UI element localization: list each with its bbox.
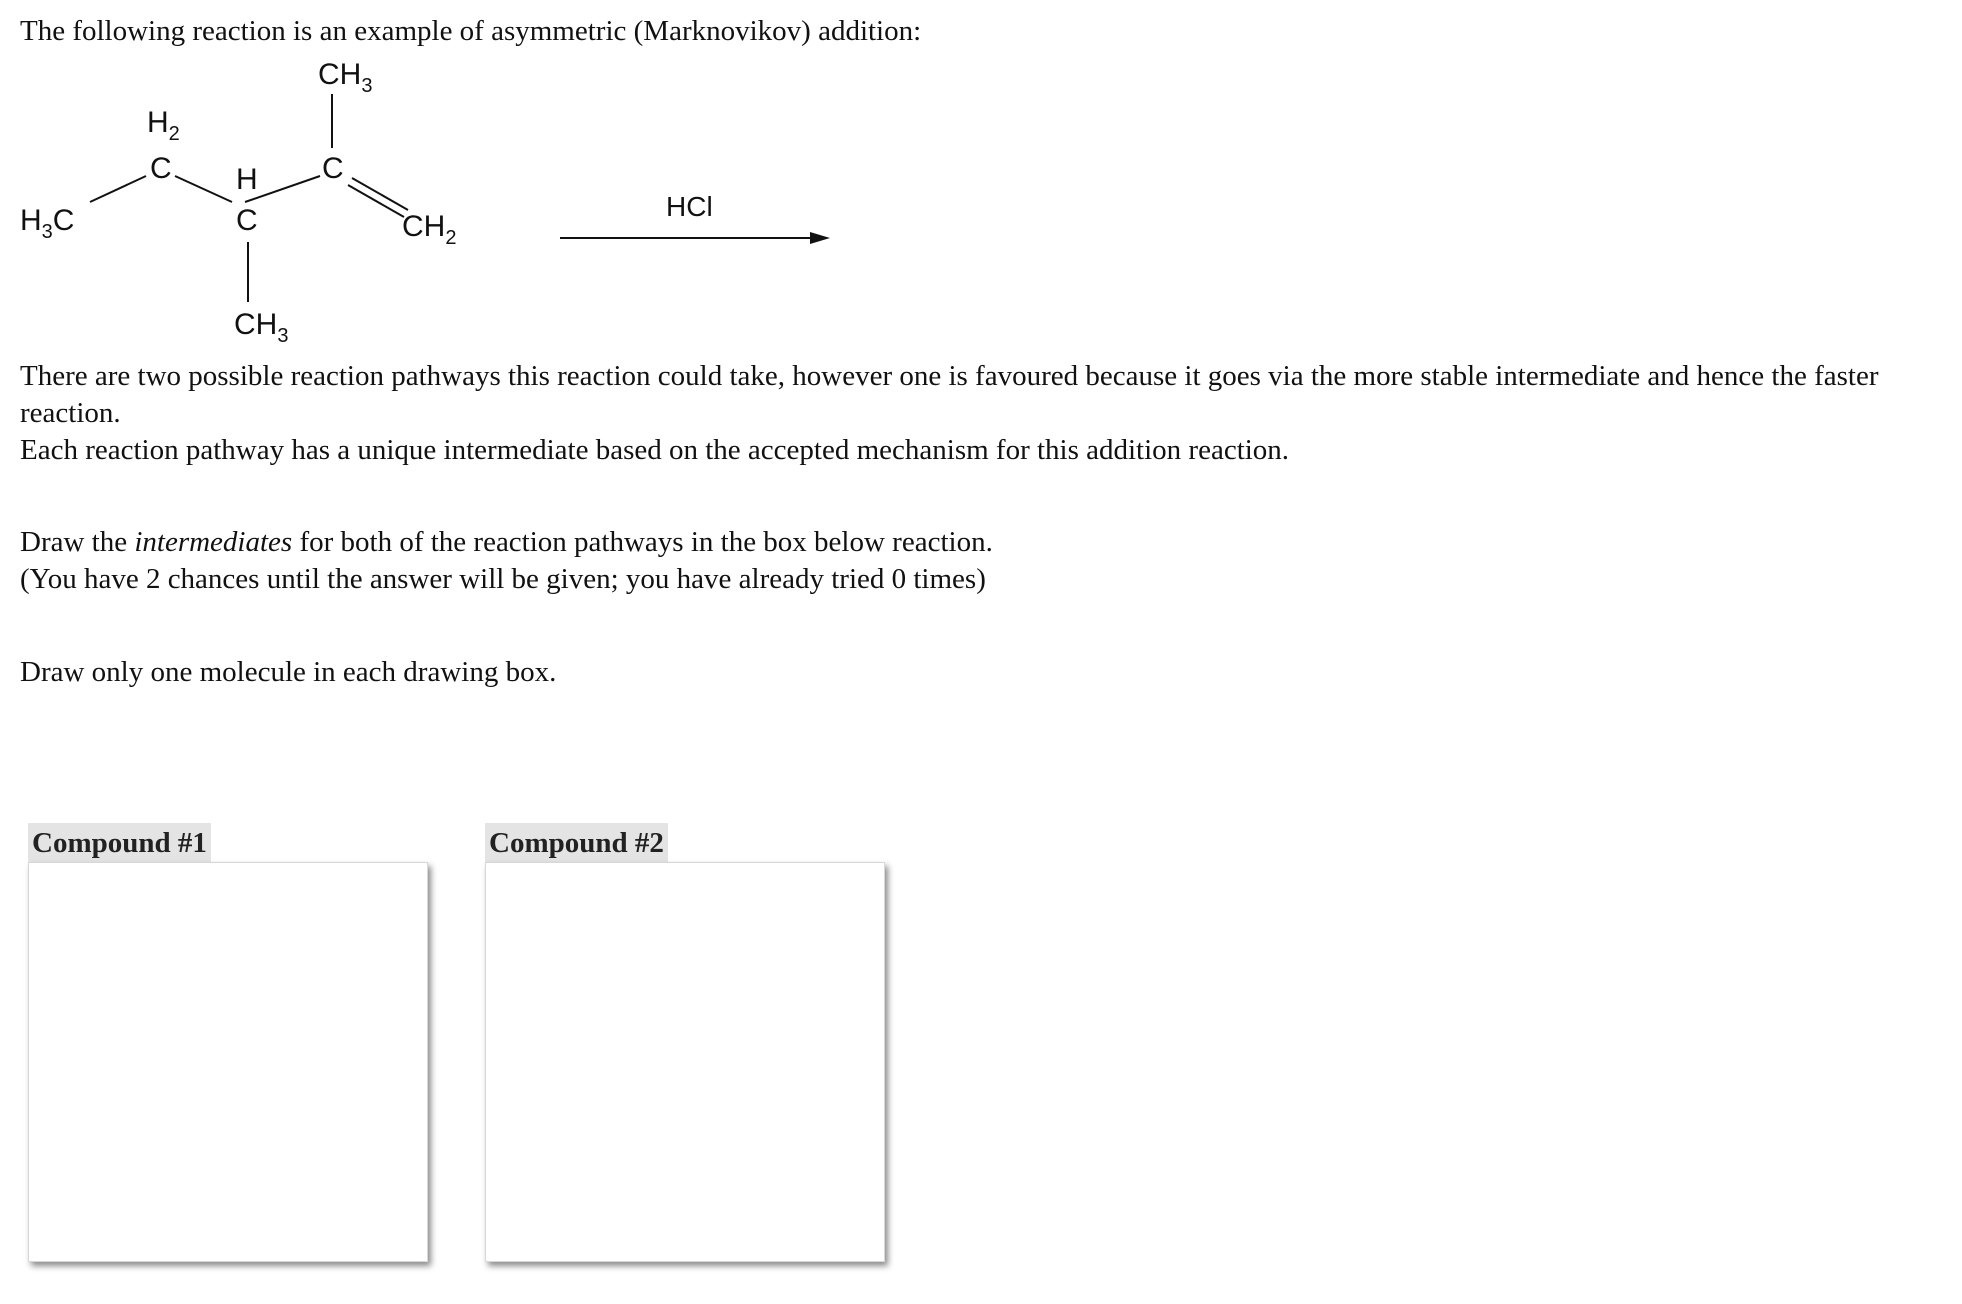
- only-one-text: Draw only one molecule in each drawing box.: [20, 656, 557, 688]
- label-ch2-c: C: [150, 152, 172, 185]
- draw-instruction: [20, 524, 993, 561]
- label-h2: $H_2$: [147, 106, 180, 145]
- arrow-head: [810, 232, 830, 244]
- pathways-text: There are two possible reaction pathways this reaction could take, however one is favoured because it goes via the more stable intermediate and hence the faster reaction.: [20, 360, 1879, 429]
- label-bottom-ch3: $CH_3$: [234, 308, 289, 347]
- compound-2-drawing-box[interactable]: [485, 862, 885, 1262]
- bond-double-1: [352, 178, 408, 210]
- bond-h3c-ch2: [90, 176, 146, 202]
- label-h3c: $H_3C$: [20, 204, 75, 243]
- draw-suffix: for both of the reaction pathways in the box below reaction.: [292, 526, 993, 558]
- compound-2-label: Compound #2: [485, 823, 668, 863]
- bond-double-2: [348, 185, 404, 217]
- compound-1-drawing-box[interactable]: [28, 862, 428, 1262]
- each-pathway-text: Each reaction pathway has a unique intermediate based on the accepted mechanism for this addition reaction.: [20, 434, 1290, 466]
- intro-text: The following reaction is an example of asymmetric (Marknovikov) addition:: [20, 15, 922, 47]
- reagent-label: HCl: [666, 191, 713, 222]
- label-ch2: $CH_2$: [402, 210, 457, 249]
- bond-ch2-ch: [175, 176, 232, 202]
- reaction-scheme: [10, 52, 870, 352]
- draw-prefix: Draw the: [20, 526, 135, 558]
- label-ch-c: C: [236, 204, 258, 237]
- chances-text: (You have 2 chances until the answer will be given; you have already tried 0 times): [20, 563, 986, 595]
- label-c-alkene: C: [322, 152, 344, 185]
- draw-emphasis: intermediates: [134, 526, 293, 558]
- compound-1-label: Compound #1: [28, 823, 211, 863]
- label-top-ch3: $CH_3$: [318, 58, 373, 97]
- label-h: H: [236, 163, 258, 196]
